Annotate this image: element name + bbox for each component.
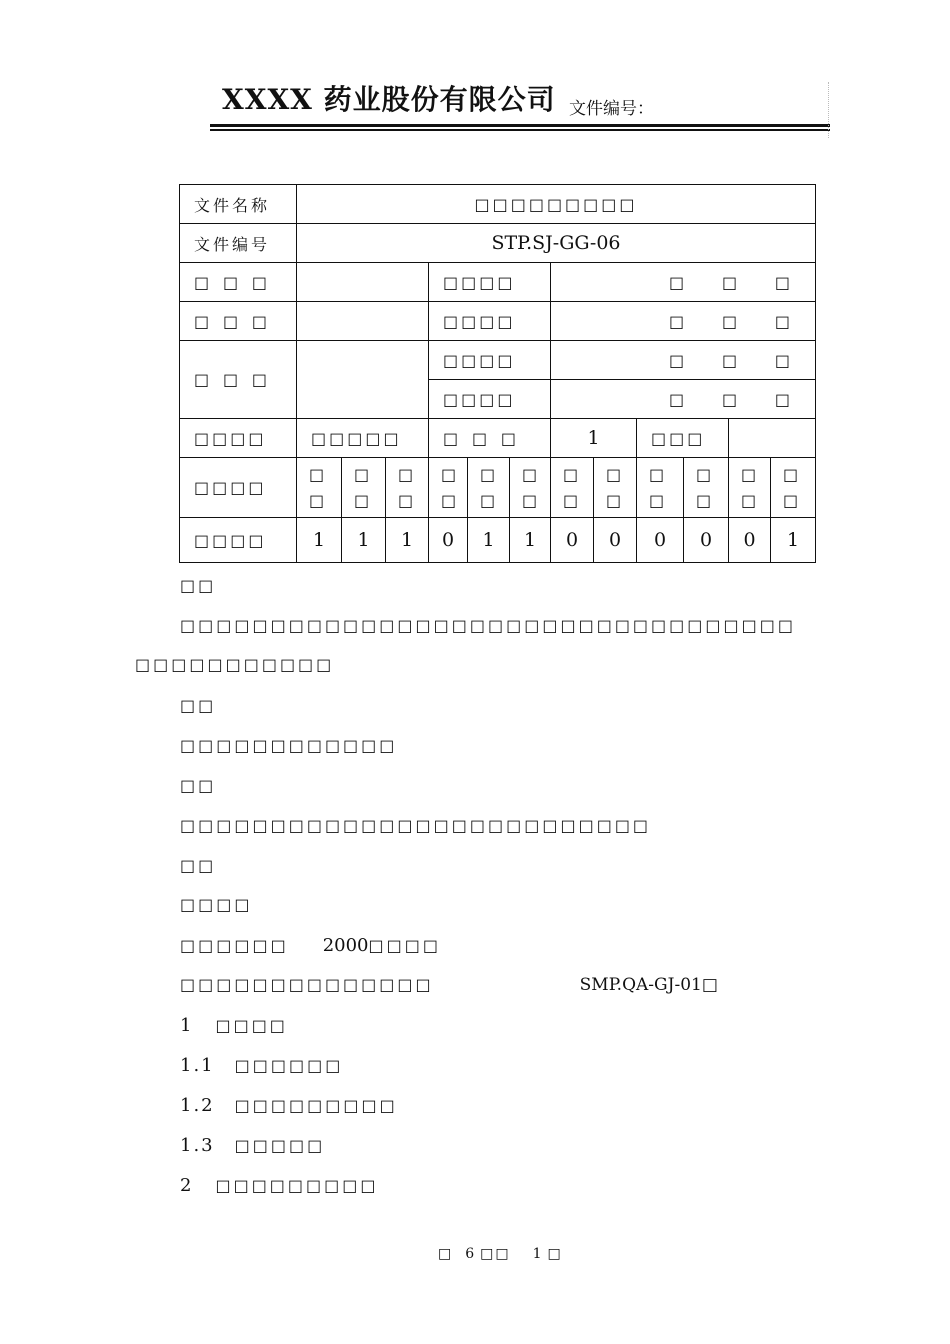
row-copy-count [180, 518, 816, 563]
doc-number-label: 文件编号： [569, 99, 654, 119]
reference-1-prefix: □□□□□□ [180, 936, 289, 955]
version-number: 1 [551, 419, 637, 458]
approver-label-1: □ [194, 370, 213, 389]
scope-text: □□□□□□□□□□□□ [180, 736, 398, 755]
dist-dept-10b: □ [696, 490, 715, 510]
section-1-1-number: 1.1 [180, 1055, 215, 1076]
section-1-number: 1 [180, 1015, 192, 1036]
copy-count-2: 1 [342, 518, 386, 563]
row-distribution [180, 458, 816, 518]
drafter-date-label: □□□□ [429, 263, 551, 302]
row-approver-1 [180, 341, 816, 380]
drafter-label-1: □ [194, 272, 213, 292]
dist-dept-6b: □ [522, 490, 541, 510]
approver-label-2: □ [222, 370, 242, 389]
dist-dept-4a: □ [441, 464, 460, 484]
dist-dept-3a: □ [398, 464, 417, 484]
dist-dept-7a: □ [563, 464, 582, 484]
reviewer-value [297, 302, 429, 341]
header-dotted-divider [828, 82, 829, 138]
drafter-label-2: □ [222, 272, 242, 292]
drafter-date-month: □ [721, 272, 741, 292]
section-1-3 [180, 1135, 325, 1156]
dist-dept-12b: □ [783, 490, 802, 510]
dist-dept-2a: □ [354, 464, 373, 484]
drafter-label-3: □ [251, 272, 270, 292]
dist-dept-11a: □ [741, 464, 760, 484]
reference-line-1 [180, 935, 441, 956]
effective-date-label: □□□□ [429, 380, 551, 419]
footer-total-pages: 6 [465, 1246, 477, 1262]
section-1-1 [180, 1055, 343, 1076]
approve-date-month: □ [721, 350, 741, 370]
row-reviewer [180, 302, 816, 341]
copy-count-10: 0 [684, 518, 729, 563]
approver-value [297, 341, 429, 419]
copy-count-12: 1 [771, 518, 816, 563]
copy-count-11: 0 [729, 518, 771, 563]
copy-count-7: 0 [551, 518, 594, 563]
header-rule-thick [210, 124, 830, 127]
department-value: □□□□□ [297, 419, 429, 458]
dist-dept-9a: □ [649, 464, 668, 484]
dist-dept-9b: □ [649, 490, 668, 510]
reviewer-date-day: □ [774, 311, 793, 331]
footer-mid: □□ [480, 1246, 511, 1262]
row-drafter [180, 263, 816, 302]
version-label-3: □ [500, 428, 519, 448]
copies-label: □□□ [637, 419, 729, 458]
department-label: □□□□ [180, 419, 297, 458]
dist-dept-5b: □ [480, 490, 499, 510]
dist-dept-10a: □ [696, 464, 715, 484]
distribution-label: □□□□ [180, 458, 297, 518]
approve-date-year: □ [669, 350, 688, 370]
section-1-3-number: 1.3 [180, 1135, 215, 1156]
copy-count-6: 1 [510, 518, 551, 563]
effective-date-day: □ [774, 389, 793, 409]
copy-count-label: □□□□ [180, 518, 297, 563]
drafter-date-year: □ [669, 272, 688, 292]
footer-prefix: □ [438, 1246, 454, 1262]
section-1 [180, 1015, 288, 1036]
version-label-1: □ [443, 428, 462, 448]
purpose-text-line2: □□□□□□□□□□□ [135, 655, 335, 674]
reference-2-code: SMP.QA-GJ-01□ [579, 975, 718, 995]
section-1-2 [180, 1095, 398, 1116]
drafter-date-day: □ [774, 272, 793, 292]
drafter-value [297, 263, 429, 302]
copy-count-1: 1 [297, 518, 342, 563]
doc-number-value: STP.SJ-GG-06 [297, 224, 816, 263]
section-1-3-title: □□□□□ [234, 1136, 326, 1155]
header-rule-thin [210, 129, 830, 131]
copy-count-5: 1 [468, 518, 510, 563]
company-name: XXXX 药业股份有限公司 [222, 83, 556, 116]
section-2-number: 2 [180, 1175, 192, 1196]
version-label-2: □ [471, 428, 491, 448]
dist-dept-2b: □ [354, 490, 373, 510]
reference-line-2 [180, 975, 718, 995]
section-heading-content: □□ [180, 856, 217, 875]
doc-name-value: □□□□□□□□□ [297, 185, 816, 224]
section-1-title: □□□□ [215, 1016, 288, 1035]
approve-date-label: □□□□ [429, 341, 551, 380]
copies-value [729, 419, 816, 458]
dist-dept-1b: □ [309, 490, 328, 510]
reviewer-date-month: □ [721, 311, 741, 331]
effective-date-month: □ [721, 389, 741, 409]
copy-count-3: 1 [386, 518, 429, 563]
dist-dept-5a: □ [480, 464, 499, 484]
footer-page-number: 1 [532, 1246, 544, 1262]
dist-dept-6a: □ [522, 464, 541, 484]
reviewer-date-label: □□□□ [429, 302, 551, 341]
reference-1-suffix: □□□□ [368, 936, 441, 955]
section-1-2-title: □□□□□□□□□ [234, 1096, 398, 1115]
dist-dept-1a: □ [309, 464, 328, 484]
copy-count-4: 0 [429, 518, 468, 563]
reference-1-year: 2000 [322, 935, 369, 956]
dist-dept-8a: □ [606, 464, 625, 484]
responsibility-text: □□□□□□□□□□□□□□□□□□□□□□□□□□ [180, 816, 652, 835]
page-footer [438, 1246, 563, 1262]
section-2 [180, 1175, 379, 1196]
reviewer-date-year: □ [669, 311, 688, 331]
doc-name-label: 文件名称 [180, 185, 297, 224]
dist-dept-3b: □ [398, 490, 417, 510]
purpose-text-line1: □□□□□□□□□□□□□□□□□□□□□□□□□□□□□□□□□□ [180, 616, 796, 635]
effective-date-year: □ [669, 389, 688, 409]
reviewer-label-1: □ [194, 311, 213, 331]
dist-dept-4b: □ [441, 490, 460, 510]
reference-2-prefix: □□□□□□□□□□□□□□ [180, 975, 434, 994]
doc-number-label-cell: 文件编号 [180, 224, 297, 263]
row-doc-number [180, 224, 816, 263]
row-department [180, 419, 816, 458]
approve-date-day: □ [774, 350, 793, 370]
section-heading-responsibility: □□ [180, 776, 217, 795]
dist-dept-8b: □ [606, 490, 625, 510]
section-heading-scope: □□ [180, 696, 217, 715]
reviewer-label-3: □ [251, 311, 270, 331]
dist-dept-11b: □ [741, 490, 760, 510]
copy-count-9: 0 [637, 518, 684, 563]
footer-suffix: □ [547, 1246, 563, 1262]
section-heading-purpose: □□ [180, 576, 217, 595]
dist-dept-12a: □ [783, 464, 802, 484]
copy-count-8: 0 [594, 518, 637, 563]
document-info-table [179, 184, 816, 563]
approver-label-3: □ [251, 370, 270, 389]
section-1-2-number: 1.2 [180, 1095, 215, 1116]
dist-dept-7b: □ [563, 490, 582, 510]
section-2-title: □□□□□□□□□ [215, 1176, 379, 1195]
reference-heading: □□□□ [180, 895, 253, 914]
row-doc-name [180, 185, 816, 224]
section-1-1-title: □□□□□□ [234, 1056, 344, 1075]
reviewer-label-2: □ [222, 311, 242, 331]
